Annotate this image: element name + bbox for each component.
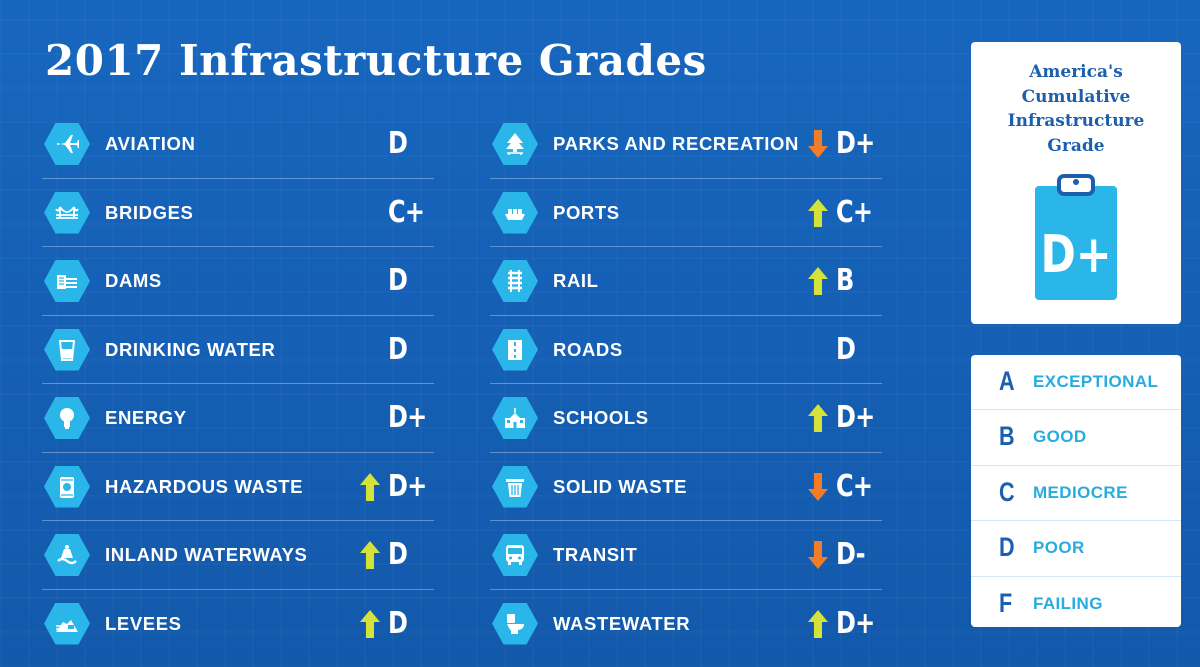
grade-row-transit bbox=[490, 521, 882, 590]
hazard-barrel-icon bbox=[44, 466, 90, 508]
category-label: AVIATION bbox=[105, 133, 196, 154]
category-label: INLAND WATERWAYS bbox=[105, 544, 308, 565]
grade-row-schools bbox=[490, 384, 882, 453]
category-grade: D bbox=[388, 263, 408, 298]
category-label: RAIL bbox=[553, 270, 599, 291]
cumulative-title-line: Cumulative bbox=[1021, 86, 1131, 107]
legend-row-b bbox=[971, 410, 1181, 465]
trend-arrow-up-icon bbox=[808, 267, 828, 295]
grade-row-hazardous-waste bbox=[42, 453, 434, 522]
page-title: 2017 Infrastructure Grades bbox=[45, 36, 707, 85]
legend-letter: D bbox=[999, 532, 1015, 563]
category-label: SCHOOLS bbox=[553, 407, 649, 428]
cumulative-title-line: Infrastructure bbox=[1007, 111, 1145, 131]
trend-arrow-up-icon bbox=[360, 610, 380, 638]
category-grade: C+ bbox=[836, 194, 873, 230]
grade-row-ports bbox=[490, 179, 882, 248]
grade-row-bridges bbox=[42, 179, 434, 248]
legend-description: MEDIOCRE bbox=[1033, 482, 1128, 502]
trend-arrow-up-icon bbox=[360, 541, 380, 569]
grade-row-parks-and-recreation bbox=[490, 110, 882, 179]
trend-arrow-up-icon bbox=[360, 473, 380, 501]
grade-row-wastewater bbox=[490, 590, 882, 658]
category-label: PARKS AND RECREATION bbox=[553, 133, 799, 154]
category-label: SOLID WASTE bbox=[553, 475, 688, 497]
trend-arrow-up-icon bbox=[808, 199, 828, 227]
category-label: DAMS bbox=[105, 270, 162, 291]
category-grade: B bbox=[836, 263, 854, 298]
category-grade: D+ bbox=[388, 468, 427, 504]
lightbulb-icon bbox=[44, 397, 90, 439]
category-grade: D+ bbox=[836, 605, 875, 641]
category-label: TRANSIT bbox=[553, 544, 638, 565]
category-grade: D+ bbox=[836, 400, 875, 435]
trend-arrow-up-icon bbox=[808, 610, 828, 638]
dam-icon bbox=[44, 260, 90, 302]
toilet-icon bbox=[492, 603, 538, 645]
legend-letter: F bbox=[999, 587, 1013, 618]
category-grade: D+ bbox=[388, 400, 427, 435]
legend-row-f bbox=[971, 577, 1181, 631]
bus-icon bbox=[492, 534, 538, 576]
trend-arrow-up-icon bbox=[808, 404, 828, 432]
legend-row-d bbox=[971, 521, 1181, 576]
legend-letter: B bbox=[999, 421, 1015, 452]
grade-row-inland-waterways bbox=[42, 521, 434, 590]
category-label: BRIDGES bbox=[105, 201, 194, 223]
trash-can-icon bbox=[492, 466, 538, 508]
category-grade: D+ bbox=[836, 126, 875, 161]
cumulative-grade-title bbox=[971, 60, 1181, 158]
grades-column-right bbox=[490, 110, 882, 657]
category-grade: D- bbox=[836, 537, 865, 572]
category-grade: D bbox=[388, 126, 408, 161]
category-label: DRINKING WATER bbox=[105, 338, 276, 360]
grades-column-left bbox=[42, 110, 434, 657]
cumulative-grade-value: D+ bbox=[1040, 224, 1112, 286]
legend-letter: A bbox=[999, 366, 1015, 396]
bridge-icon bbox=[44, 192, 90, 234]
category-label: ENERGY bbox=[105, 407, 187, 428]
clipboard-icon bbox=[1033, 172, 1119, 302]
legend-description: GOOD bbox=[1033, 427, 1087, 447]
waterway-icon bbox=[44, 534, 90, 576]
school-icon bbox=[492, 397, 538, 439]
grade-row-roads bbox=[490, 316, 882, 385]
category-label: HAZARDOUS WASTE bbox=[105, 475, 304, 497]
category-grade: D bbox=[388, 331, 408, 367]
legend-description: POOR bbox=[1033, 538, 1085, 558]
grade-row-aviation bbox=[42, 110, 434, 179]
trend-arrow-down-icon bbox=[808, 473, 828, 501]
category-label: ROADS bbox=[553, 338, 623, 360]
legend-description: EXCEPTIONAL bbox=[1033, 372, 1159, 391]
trend-arrow-down-icon bbox=[808, 541, 828, 569]
grade-row-drinking-water bbox=[42, 316, 434, 385]
legend-letter: C bbox=[999, 476, 1015, 507]
trend-arrow-down-icon bbox=[808, 130, 828, 158]
grade-row-rail bbox=[490, 247, 882, 316]
category-label: PORTS bbox=[553, 201, 620, 223]
rail-tracks-icon bbox=[492, 260, 538, 302]
category-label: LEVEES bbox=[105, 612, 182, 634]
grade-row-levees bbox=[42, 590, 434, 658]
grade-row-dams bbox=[42, 247, 434, 316]
category-grade: C+ bbox=[388, 194, 425, 230]
legend-row-a bbox=[971, 355, 1181, 410]
cumulative-title-line: Grade bbox=[1047, 135, 1105, 156]
levee-icon bbox=[44, 603, 90, 645]
legend-description: FAILING bbox=[1033, 593, 1103, 613]
category-grade: C+ bbox=[836, 468, 873, 504]
legend-row-c bbox=[971, 466, 1181, 521]
category-grade: D bbox=[388, 605, 408, 641]
category-grade: D bbox=[388, 537, 408, 572]
water-glass-icon bbox=[44, 329, 90, 371]
road-icon bbox=[492, 329, 538, 371]
cumulative-grade-card bbox=[971, 42, 1181, 324]
airplane-icon bbox=[44, 123, 90, 165]
category-grade: D bbox=[836, 331, 856, 367]
grade-legend bbox=[971, 355, 1181, 627]
ship-icon bbox=[492, 192, 538, 234]
park-tree-icon bbox=[492, 123, 538, 165]
cumulative-title-line: America's bbox=[1029, 62, 1123, 82]
grade-row-solid-waste bbox=[490, 453, 882, 522]
grade-row-energy bbox=[42, 384, 434, 453]
category-label: WASTEWATER bbox=[553, 612, 691, 634]
